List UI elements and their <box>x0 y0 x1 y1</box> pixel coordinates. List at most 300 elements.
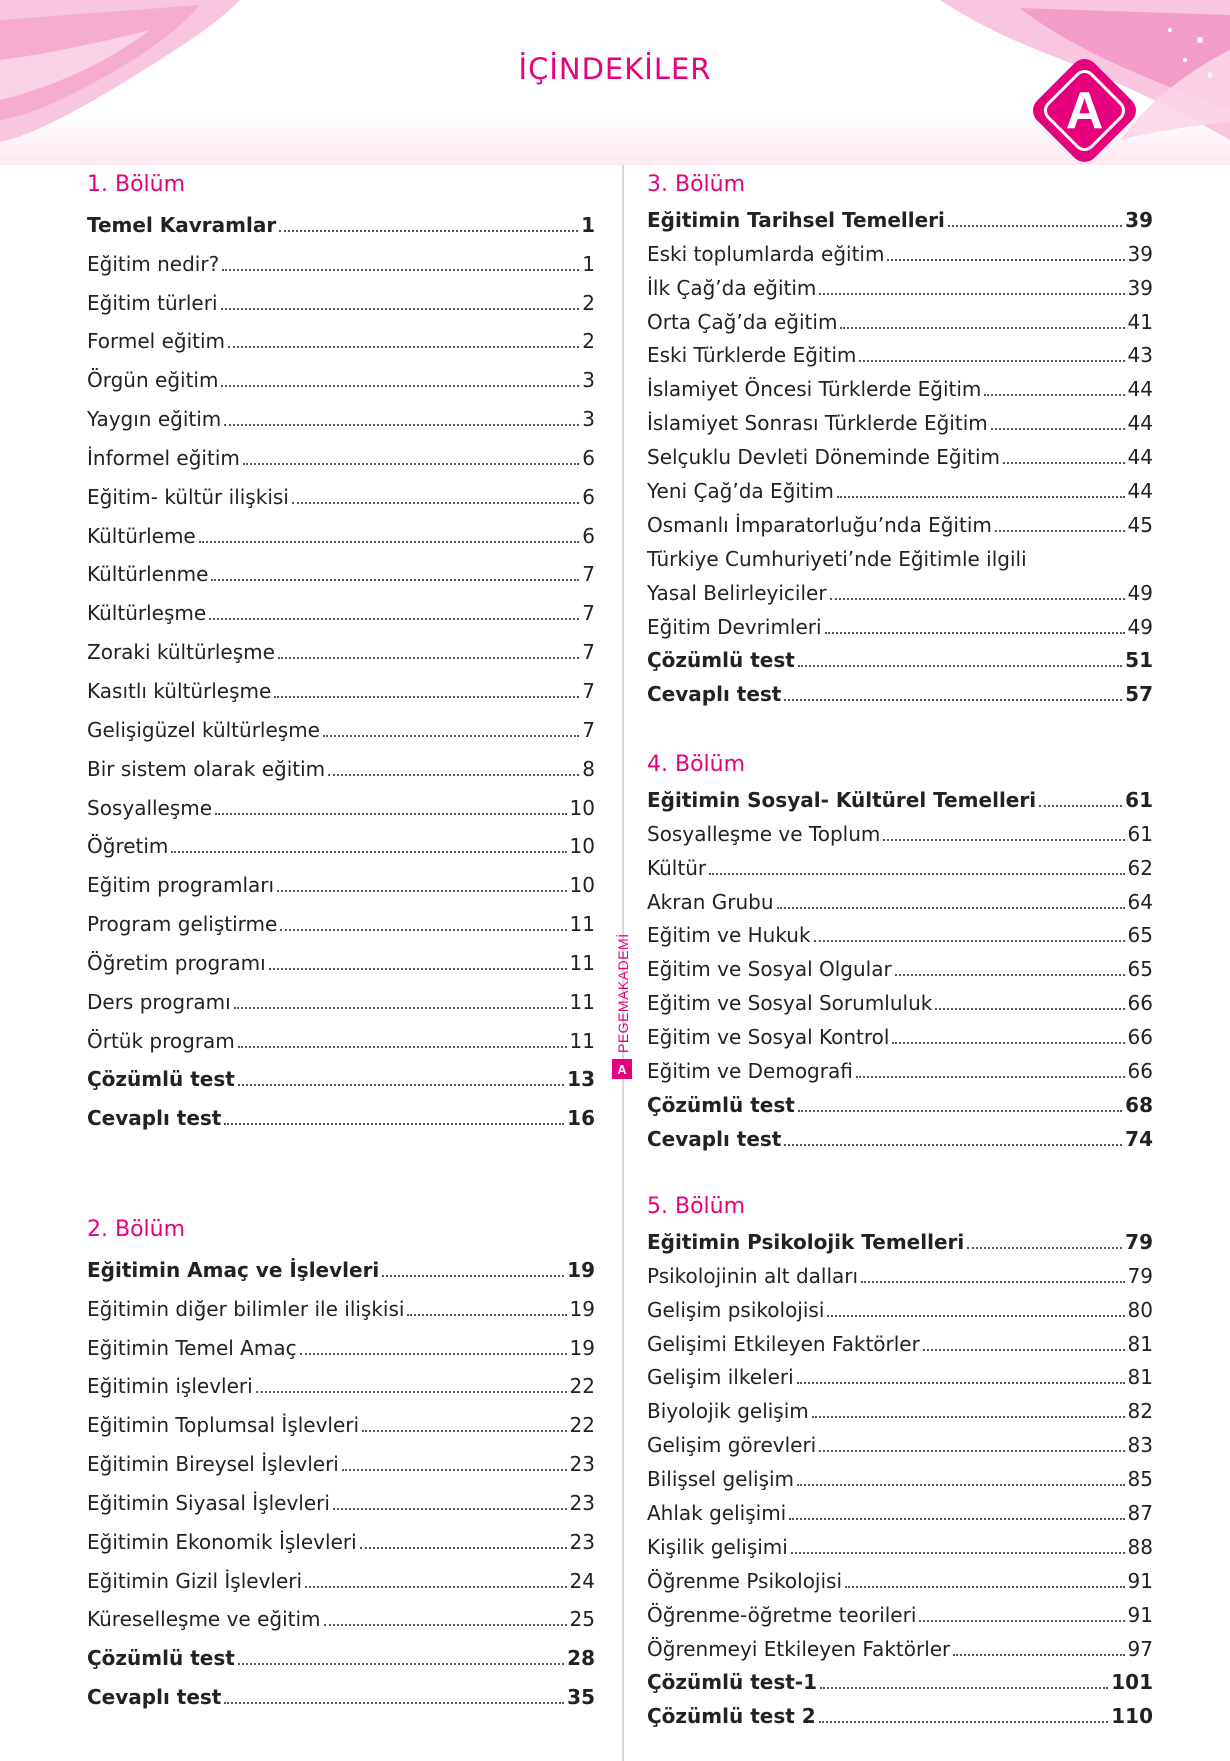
toc-entry-page: 10 <box>569 873 595 898</box>
toc-entry-title: Yeni Çağ’da Eğitim <box>647 479 834 504</box>
toc-entry <box>87 1245 595 1284</box>
dot-leader <box>791 1552 1125 1554</box>
toc-entry-title: Formel eğitim <box>87 329 226 354</box>
dot-leader <box>1003 462 1125 464</box>
toc-entry-page: 10 <box>569 795 595 820</box>
toc-entry <box>647 234 1153 268</box>
dot-leader <box>300 1353 567 1355</box>
toc-entry <box>87 511 595 550</box>
toc-entry <box>647 1256 1153 1290</box>
toc-entry-title: Öğrenmeyi Etkileyen Faktörler <box>647 1636 951 1661</box>
toc-entry-page: 1 <box>581 212 595 237</box>
toc-entry-page: 45 <box>1127 512 1153 537</box>
toc-entry-title: Sosyalleşme <box>87 795 213 820</box>
toc-entry-page: 101 <box>1111 1670 1153 1695</box>
dot-leader <box>238 1663 564 1665</box>
section-heading: 1. Bölüm <box>87 172 186 197</box>
toc-entry-page: 6 <box>582 445 595 470</box>
dot-leader <box>199 541 580 543</box>
toc-entry <box>87 899 595 938</box>
toc-entry-page: 61 <box>1127 821 1153 846</box>
dot-leader <box>814 940 1125 942</box>
toc-entry-page: 83 <box>1127 1433 1153 1458</box>
section-heading: 4. Bölüm <box>647 752 746 777</box>
toc-entry-title: Eğitim nedir? <box>87 251 220 276</box>
toc-entry-page: 8 <box>582 756 595 781</box>
dot-leader <box>935 1008 1124 1010</box>
toc-entry <box>87 1556 595 1595</box>
dot-leader <box>269 968 567 970</box>
toc-entry-title: Eğitim ve Sosyal Sorumluluk <box>647 991 933 1016</box>
toc-entry-page: 41 <box>1127 309 1153 334</box>
toc-entry <box>87 1284 595 1323</box>
toc-entry-title: Gelişim görevleri <box>647 1433 817 1458</box>
dot-leader <box>798 665 1122 667</box>
toc-entry <box>647 780 1153 814</box>
toc-entry-title: Kültürleme <box>87 523 196 548</box>
dot-leader <box>382 1275 564 1277</box>
toc-entry <box>647 983 1153 1017</box>
toc-entry-title: Örtük program <box>87 1028 235 1053</box>
toc-entry-title: İslamiyet Öncesi Türklerde Eğitim <box>647 377 982 402</box>
toc-entry-page: 80 <box>1127 1297 1153 1322</box>
toc-entry-title: Eğitimin Siyasal İşlevleri <box>87 1490 330 1515</box>
dot-leader <box>948 225 1122 227</box>
toc-entry-page: 2 <box>582 290 595 315</box>
toc-entry <box>647 1425 1153 1459</box>
toc-entry <box>647 1222 1153 1256</box>
toc-entry-page: 81 <box>1127 1331 1153 1356</box>
section-heading: 3. Bölüm <box>647 172 746 197</box>
toc-entry <box>87 744 595 783</box>
dot-leader <box>215 813 566 815</box>
svg-text:A: A <box>617 1062 627 1077</box>
toc-entry-page: 19 <box>567 1257 595 1282</box>
toc-entry <box>87 278 595 317</box>
dot-leader <box>798 1110 1122 1112</box>
dot-leader <box>953 1654 1124 1656</box>
toc-entry <box>647 1459 1153 1493</box>
toc-list <box>647 1222 1153 1730</box>
toc-entry <box>87 783 595 822</box>
toc-entry-page: 11 <box>569 912 595 937</box>
toc-entry-page: 51 <box>1125 648 1153 673</box>
toc-entry <box>87 1323 595 1362</box>
toc-entry-title: Türkiye Cumhuriyeti’nde Eğitimle ilgili <box>647 546 1027 571</box>
toc-entry <box>87 588 595 627</box>
dot-leader <box>221 385 579 387</box>
toc-entry-page: 23 <box>569 1452 595 1477</box>
toc-entry-page: 16 <box>567 1106 595 1131</box>
toc-entry-title: Eğitimin Tarihsel Temelleri <box>647 207 945 232</box>
dot-leader <box>292 502 579 504</box>
toc-entry-page: 22 <box>569 1413 595 1438</box>
toc-entry-title: Eğitimin Temel Amaç <box>87 1335 297 1360</box>
toc-entry-page: 23 <box>569 1490 595 1515</box>
toc-entry-title: Eski Türklerde Eğitim <box>647 343 857 368</box>
toc-entry <box>87 1517 595 1556</box>
toc-entry <box>647 1051 1153 1085</box>
toc-entry <box>647 1324 1153 1358</box>
toc-entry-title: Yasal Belirleyiciler <box>647 580 827 605</box>
toc-entry <box>87 355 595 394</box>
dot-leader <box>797 1484 1125 1486</box>
toc-entry-title: Eğitim ve Demografi <box>647 1059 853 1084</box>
toc-entry-title: Gelişim psikolojisi <box>647 1297 825 1322</box>
dot-leader <box>777 907 1125 909</box>
toc-entry-page: 39 <box>1125 207 1153 232</box>
toc-entry <box>87 822 595 861</box>
toc-entry <box>87 938 595 977</box>
dot-leader <box>209 618 579 620</box>
toc-entry-title: Gelişimi Etkileyen Faktörler <box>647 1331 920 1356</box>
toc-entry-page: 87 <box>1127 1501 1153 1526</box>
section-5 <box>647 1192 1153 1730</box>
toc-entry <box>647 539 1153 573</box>
toc-entry-title: Öğrenme Psikolojisi <box>647 1568 843 1593</box>
toc-entry <box>647 1561 1153 1595</box>
section-3 <box>647 170 1153 708</box>
toc-entry <box>87 1093 595 1132</box>
toc-entry <box>647 1358 1153 1392</box>
toc-entry-page: 64 <box>1127 889 1153 914</box>
toc-entry-page: 65 <box>1127 957 1153 982</box>
toc-entry-page: 11 <box>569 950 595 975</box>
dot-leader <box>819 1450 1124 1452</box>
toc-entry <box>647 1663 1153 1697</box>
toc-entry <box>87 1016 595 1055</box>
toc-entry-title: Eğitimin Amaç ve İşlevleri <box>87 1257 380 1282</box>
toc-entry-title: Zoraki kültürleşme <box>87 640 275 665</box>
toc-entry-page: 82 <box>1127 1399 1153 1424</box>
toc-entry-title: Bir sistem olarak eğitim <box>87 756 326 781</box>
dot-leader <box>323 735 579 737</box>
toc-entry-title: Gelişigüzel kültürleşme <box>87 717 320 742</box>
toc-entry <box>87 472 595 511</box>
toc-entry <box>647 302 1153 336</box>
toc-entry <box>87 1362 595 1401</box>
toc-entry <box>87 1439 595 1478</box>
toc-entry <box>647 674 1153 708</box>
toc-entry <box>87 1633 595 1672</box>
toc-entry-title: Orta Çağ’da eğitim <box>647 309 838 334</box>
toc-entry-page: 19 <box>569 1296 595 1321</box>
toc-entry-page: 19 <box>569 1335 595 1360</box>
dot-leader <box>256 1391 567 1393</box>
toc-entry <box>647 1119 1153 1153</box>
toc-entry-page: 6 <box>582 523 595 548</box>
dot-leader <box>324 1624 567 1626</box>
toc-entry-title: Çözümlü test-1 <box>647 1670 817 1695</box>
dot-leader <box>991 428 1125 430</box>
toc-entry-title: Küreselleşme ve eğitim <box>87 1607 321 1632</box>
toc-entry-title: Öğretim <box>87 834 169 859</box>
dot-leader <box>709 873 1124 875</box>
dot-leader <box>789 1518 1124 1520</box>
dot-leader <box>279 230 578 232</box>
toc-entry <box>87 977 595 1016</box>
page-title: İÇİNDEKİLER <box>518 52 712 86</box>
toc-entry-page: 23 <box>569 1529 595 1554</box>
dot-leader <box>333 1508 567 1510</box>
dot-leader <box>856 1076 1125 1078</box>
toc-entry-page: 79 <box>1125 1229 1153 1254</box>
toc-entry-page: 66 <box>1127 991 1153 1016</box>
toc-entry-page: 13 <box>567 1067 595 1092</box>
toc-entry <box>647 607 1153 641</box>
toc-entry-page: 22 <box>569 1374 595 1399</box>
section-heading: 5. Bölüm <box>647 1194 746 1219</box>
toc-entry-page: 1 <box>582 251 595 276</box>
toc-entry-title: Çözümlü test 2 <box>647 1704 816 1729</box>
toc-entry-page: 44 <box>1127 479 1153 504</box>
dot-leader <box>234 1007 567 1009</box>
dot-leader <box>274 696 579 698</box>
toc-entry <box>647 1290 1153 1324</box>
dot-leader <box>830 598 1125 600</box>
toc-entry-title: Eğitim ve Hukuk <box>647 923 811 948</box>
dot-leader <box>224 1123 564 1125</box>
dot-leader <box>211 579 579 581</box>
toc-entry-page: 11 <box>569 989 595 1014</box>
toc-entry <box>647 403 1153 437</box>
toc-entry-title: Eğitimin Ekonomik İşlevleri <box>87 1529 357 1554</box>
dot-leader <box>827 1315 1124 1317</box>
toc-entry-title: Eğitimin Psikolojik Temelleri <box>647 1229 965 1254</box>
dot-leader <box>840 327 1124 329</box>
toc-entry-page: 39 <box>1127 275 1153 300</box>
dot-leader <box>228 346 579 348</box>
toc-entry-title: Ders programı <box>87 989 231 1014</box>
dot-leader <box>861 1281 1124 1283</box>
dot-leader <box>342 1469 567 1471</box>
toc-entry-page: 25 <box>569 1607 595 1632</box>
toc-entry <box>647 1017 1153 1051</box>
section-heading: 2. Bölüm <box>87 1217 186 1242</box>
dot-leader <box>784 1144 1122 1146</box>
dot-leader <box>1039 805 1122 807</box>
toc-entry-page: 3 <box>582 407 595 432</box>
toc-entry-title: Eğitim Devrimleri <box>647 614 822 639</box>
toc-entry-title: Temel Kavramlar <box>87 212 277 237</box>
toc-entry-page: 7 <box>582 562 595 587</box>
dot-leader <box>360 1547 567 1549</box>
dot-leader <box>883 839 1124 841</box>
toc-entry <box>647 916 1153 950</box>
dot-leader <box>845 1586 1125 1588</box>
toc-entry-page: 66 <box>1127 1059 1153 1084</box>
toc-entry-title: Eğitimin Bireysel İşlevleri <box>87 1452 339 1477</box>
toc-entry <box>647 882 1153 916</box>
toc-entry-title: Çözümlü test <box>647 1092 795 1117</box>
dot-leader <box>859 360 1124 362</box>
toc-entry-page: 85 <box>1127 1467 1153 1492</box>
toc-entry <box>647 1527 1153 1561</box>
toc-entry-page: 11 <box>569 1028 595 1053</box>
dot-leader <box>278 657 579 659</box>
toc-entry <box>87 550 595 589</box>
dot-leader <box>892 1042 1124 1044</box>
toc-entry <box>87 200 595 239</box>
dot-leader <box>887 259 1124 261</box>
toc-entry-title: Eğitimin Gizil İşlevleri <box>87 1568 303 1593</box>
toc-entry <box>647 268 1153 302</box>
dot-leader <box>919 1620 1124 1622</box>
toc-entry <box>87 666 595 705</box>
toc-entry <box>87 239 595 278</box>
dot-leader <box>797 1382 1125 1384</box>
dot-leader <box>967 1247 1122 1249</box>
toc-entry-page: 39 <box>1127 241 1153 266</box>
toc-entry <box>647 437 1153 471</box>
dot-leader <box>825 632 1125 634</box>
toc-entry-title: Eski toplumlarda eğitim <box>647 241 885 266</box>
toc-entry-title: Öğrenme-öğretme teorileri <box>647 1602 917 1627</box>
toc-entry-page: 74 <box>1125 1126 1153 1151</box>
toc-entry-page: 57 <box>1125 682 1153 707</box>
logo-letter: A <box>1065 82 1104 140</box>
dot-leader <box>995 530 1125 532</box>
dot-leader <box>224 1702 564 1704</box>
toc-entry-page: 110 <box>1111 1704 1153 1729</box>
toc-entry-title: Cevaplı test <box>87 1106 222 1131</box>
dot-leader <box>277 890 566 892</box>
toc-entry-title: Bilişsel gelişim <box>647 1467 795 1492</box>
dot-leader <box>784 699 1122 701</box>
dot-leader <box>221 308 580 310</box>
toc-entry <box>87 705 595 744</box>
dot-leader <box>222 269 579 271</box>
toc-entry-page: 7 <box>582 640 595 665</box>
toc-entry-title: Kişilik gelişimi <box>647 1534 788 1559</box>
toc-entry <box>647 1391 1153 1425</box>
toc-list <box>87 200 595 1132</box>
dot-leader <box>243 463 579 465</box>
toc-entry-title: Eğitim programları <box>87 873 275 898</box>
toc-entry-title: Sosyalleşme ve Toplum <box>647 821 881 846</box>
toc-entry-title: Cevaplı test <box>647 1126 782 1151</box>
dot-leader <box>819 1721 1109 1723</box>
toc-entry <box>647 848 1153 882</box>
toc-entry-title: Eğitim ve Sosyal Kontrol <box>647 1025 890 1050</box>
toc-list <box>647 200 1153 708</box>
toc-entry <box>647 641 1153 675</box>
toc-entry-title: İlk Çağ’da eğitim <box>647 275 817 300</box>
section-2 <box>87 1215 595 1711</box>
toc-entry-title: Kültürleşme <box>87 601 207 626</box>
toc-entry <box>87 433 595 472</box>
akademi-logo <box>1022 48 1147 173</box>
toc-entry <box>647 814 1153 848</box>
toc-entry-page: 43 <box>1127 343 1153 368</box>
dot-leader <box>224 424 579 426</box>
toc-entry-title: Öğretim programı <box>87 950 266 975</box>
dot-leader <box>238 1084 564 1086</box>
toc-entry <box>647 369 1153 403</box>
dot-leader <box>362 1430 566 1432</box>
toc-list <box>87 1245 595 1711</box>
toc-entry <box>647 573 1153 607</box>
toc-entry-page: 10 <box>569 834 595 859</box>
dot-leader <box>238 1046 567 1048</box>
toc-entry <box>87 1672 595 1711</box>
toc-entry-title: Biyolojik gelişim <box>647 1399 809 1424</box>
toc-entry-page: 65 <box>1127 923 1153 948</box>
toc-entry-title: Cevaplı test <box>647 682 782 707</box>
toc-entry-title: Eğitimin Sosyal- Kültürel Temelleri <box>647 787 1037 812</box>
toc-entry-title: Örgün eğitim <box>87 368 219 393</box>
toc-entry-page: 91 <box>1127 1568 1153 1593</box>
toc-entry <box>87 1055 595 1094</box>
toc-entry-page: 49 <box>1127 580 1153 605</box>
toc-entry-page: 35 <box>567 1685 595 1710</box>
dot-leader <box>305 1586 567 1588</box>
toc-entry-title: Eğitimin diğer bilimler ile ilişkisi <box>87 1296 405 1321</box>
dot-leader <box>407 1314 566 1316</box>
dot-leader <box>820 1687 1108 1689</box>
toc-entry <box>647 1696 1153 1730</box>
toc-entry-page: 68 <box>1125 1092 1153 1117</box>
brand-vertical-label <box>607 895 637 1085</box>
section-4 <box>647 750 1153 1153</box>
toc-entry <box>87 317 595 356</box>
toc-entry-page: 66 <box>1127 1025 1153 1050</box>
dot-leader <box>923 1349 1125 1351</box>
toc-entry-title: Çözümlü test <box>87 1067 235 1092</box>
toc-entry <box>647 1085 1153 1119</box>
toc-entry-title: Çözümlü test <box>87 1646 235 1671</box>
toc-entry-page: 7 <box>582 601 595 626</box>
toc-entry-title: Eğitimin Toplumsal İşlevleri <box>87 1413 360 1438</box>
dot-leader <box>328 774 579 776</box>
toc-entry <box>647 1493 1153 1527</box>
toc-entry-page: 88 <box>1127 1534 1153 1559</box>
toc-entry <box>87 1595 595 1634</box>
toc-entry-page: 28 <box>567 1646 595 1671</box>
toc-entry-title: Kasıtlı kültürleşme <box>87 678 272 703</box>
dot-leader <box>171 851 566 853</box>
toc-entry-title: Psikolojinin alt dalları <box>647 1263 859 1288</box>
dot-leader <box>895 974 1125 976</box>
toc-entry <box>87 1400 595 1439</box>
toc-entry-title: Osmanlı İmparatorluğu’nda Eğitim <box>647 512 992 537</box>
toc-entry-page: 91 <box>1127 1602 1153 1627</box>
toc-entry-title: Selçuklu Devleti Döneminde Eğitim <box>647 445 1001 470</box>
toc-entry <box>647 1595 1153 1629</box>
toc-entry-page: 24 <box>569 1568 595 1593</box>
toc-entry <box>647 1629 1153 1663</box>
toc-entry-title: İslamiyet Sonrası Türklerde Eğitim <box>647 411 988 436</box>
toc-entry <box>647 336 1153 370</box>
toc-entry <box>647 200 1153 234</box>
dot-leader <box>837 496 1125 498</box>
toc-entry <box>87 1478 595 1517</box>
toc-entry-title: Ahlak gelişimi <box>647 1501 787 1526</box>
toc-entry-page: 44 <box>1127 411 1153 436</box>
toc-entry-page: 79 <box>1127 1263 1153 1288</box>
toc-entry-title: Eğitim türleri <box>87 290 218 315</box>
section-1 <box>87 170 595 1132</box>
toc-entry-page: 81 <box>1127 1365 1153 1390</box>
toc-entry <box>87 860 595 899</box>
toc-entry-title: Kültür <box>647 855 707 880</box>
toc-entry-page: 97 <box>1127 1636 1153 1661</box>
toc-entry-title: Eğitim ve Sosyal Olgular <box>647 957 892 982</box>
dot-leader <box>984 394 1124 396</box>
dot-leader <box>819 293 1124 295</box>
toc-entry-title: İnformel eğitim <box>87 445 240 470</box>
toc-entry <box>647 505 1153 539</box>
